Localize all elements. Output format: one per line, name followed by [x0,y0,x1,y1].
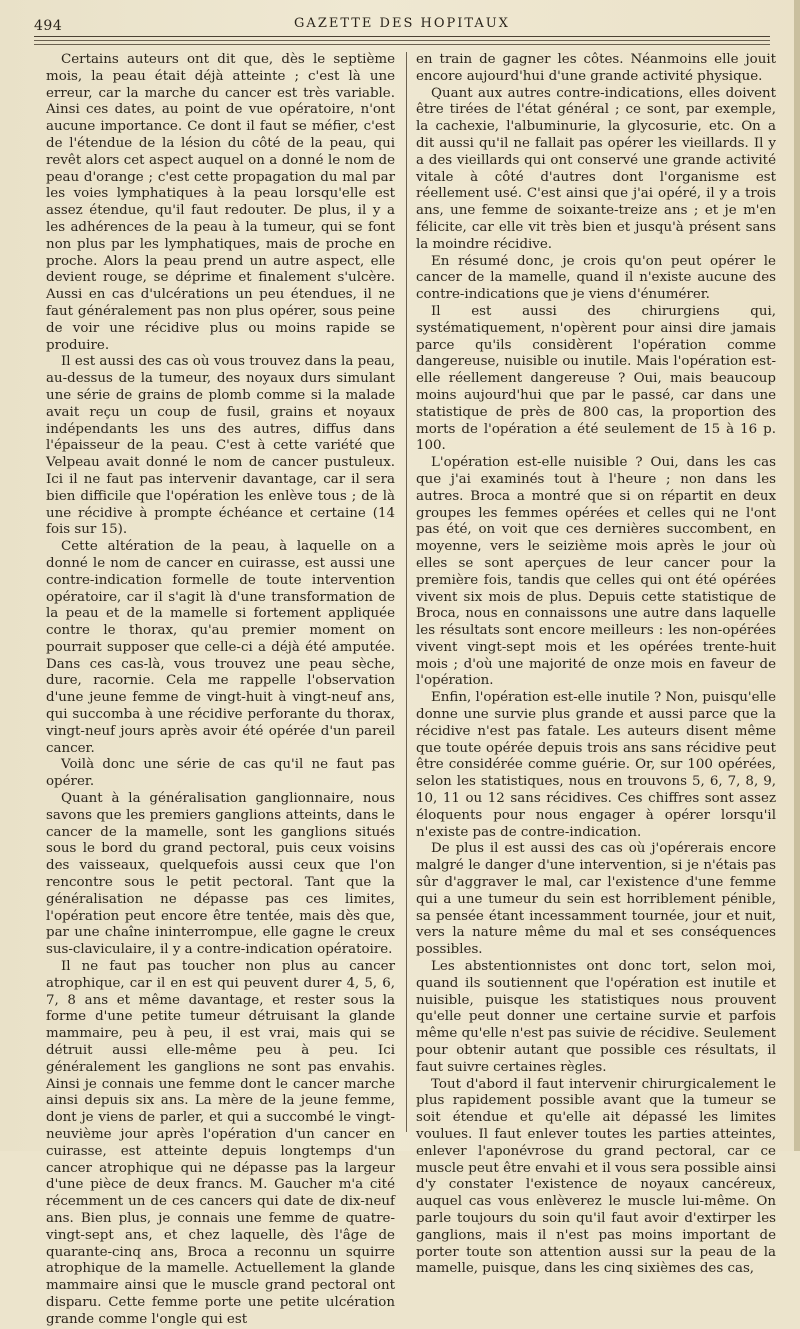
paragraph: Quant aux autres contre-indications, elles doivent être tirées de l'état général ; ce sont, par exemple, la cachexie, l'albuminurie, la glycosurie, etc. On a dit aussi qu'il ne fallait pas opérer les vieillards. Il y a des vieillards qui ont conservé une grande activité vitale à côté d'autres dont l'organisme est réellement usé. C'est ainsi que j'ai opéré, il y a trois ans, une femme de soixante-treize ans ; et je m'en félicite, car elle vit très bien et jusqu'à présent sans la moindre récidive. [416,85,776,252]
paragraph: De plus il est aussi des cas où j'opérerais encore malgré le danger d'une intervention, si je n'étais pas sûr d'aggraver le mal, car l'existence d'une femme qui a une tumeur du sein est horriblement pénible, sa pensée étant incessamment tournée, jour et nuit, vers la nature même du mal et ses conséquences possibles. [416,841,776,958]
column-divider [406,52,407,1132]
paragraph: L'opération est-elle nuisible ? Oui, dans les cas que j'ai examinés tout à l'heure ; non dans les autres. Broca a montré que si on répartit en deux groupes les femmes opérées et celles qui ne l'ont pas été, on voit que ces dernières succombent, en moyenne, vers le seizième mois après le jour où elles se sont aperçues de leur cancer pour la première fois, tandis que celles qui ont été opérées vivent six mois de plus. Depuis cette statistique de Broca, nous en connaissons une autre dans laquelle les résultats sont encore meilleurs : les non-opérées vivent vingt-sept mois et les opérées trente-huit mois ; d'où une majorité de onze mois en faveur de l'opération. [416,455,776,689]
paragraph: Les abstentionnistes ont donc tort, selon moi, quand ils soutiennent que l'opération est inutile et nuisible, puisque les statistiques nous prouvent qu'elle peut donner une certaine survie et parfois même qu'elle n'est pas suivie de récidive. Seulement pour obtenir autant que possible ces résultats, il faut suivre certaines règles. [416,959,776,1075]
paragraph: Enfin, l'opération est-elle inutile ? Non, puisqu'elle donne une survie plus grande et aussi parce que la récidive n'est pas fatale. Les auteurs disent même que toute opérée depuis trois ans sans récidive peut être considérée comme guérie. Or, sur 100 opérées, selon les statistiques, nous en trouvons 5, 6, 7, 8, 9, 10, 11 ou 12 sans récidives. Ces chiffres sont assez éloquents pour nous engager à opérer lorsqu'il n'existe pas de contre-indication. [416,690,777,840]
paragraph: Il ne faut pas toucher non plus au cancer atrophique, car il en est qui peuvent durer 4, 5, 6, 7, 8 ans et même davantage, et rester sous la forme d'une petite tumeur détruisant la glande mammaire, peu à peu, il est vrai, mais qui se détruit aussi elle-même peu à peu. Ici généralement les ganglions ne sont pas envahis. Ainsi je connais une femme dont le cancer marche ainsi depuis six ans. La mère de la jeune femme, dont je viens de parler, et qui a succombé le vingt-neuvième jour après l'opération d'un cancer en cuirasse, est atteinte depuis longtemps d'un cancer atrophique qui ne dépasse pas la largeur d'une pièce de deux francs. M. Gaucher m'a cité récemment un de ces cancers qui date de dix-neuf ans. Bien plus, je connais une femme de quatre-vingt-sept ans, et chez laquelle, dès l'âge de quarante-cinq ans, Broca a reconnu un squirre atrophique de la mamelle. Actuellement la glande mammaire ainsi que le muscle grand pectoral ont disparu. Cette femme porte une petite ulcération grande comme l'ongle qui est [46,959,395,1327]
paragraph: Quant à la généralisation ganglionnaire, nous savons que les premiers ganglions atteints, dans le cancer de la mamelle, sont les ganglions situés sous le bord du grand pectoral, puis ceux voisins des vaisseaux, quelquefois aussi ceux que l'on rencontre sous le petit pectoral. Tant que la généralisation ne dépasse pas ces limites, l'opération peut encore être tentée, mais dès que, par une chaîne ininterrompue, elle gagne le creux sus-claviculaire, il y a contre-indication opératoire. [46,791,395,958]
paragraph: en train de gagner les côtes. Néanmoins elle jouit encore aujourd'hui d'une grande activité physique. [416,52,776,84]
journal-title: GAZETTE DES HOPITAUX [294,16,510,31]
page-header [34,14,770,37]
page-edge [794,0,800,1151]
paragraph: En résumé donc, je crois qu'on peut opérer le cancer de la mamelle, quand il n'existe aucune des contre-indications que je viens d'énumérer. [416,253,776,303]
page-number: 494 [34,18,63,34]
paragraph: Il est aussi des cas où vous trouvez dans la peau, au-dessus de la tumeur, des noyaux durs simulant une série de grains de plomb comme si la malade avait reçu un coup de fusil, grains et noyaux indépendants les uns des autres, diffus dans l'épaisseur de la peau. C'est à cette variété que Velpeau avait donné le nom de cancer pustuleux. Ici il ne faut pas intervenir davantage, car il sera bien difficile que l'opération les enlève tous ; de là une récidive à prompte échéance et certaine (14 fois sur 15). [46,354,395,538]
paragraph: Cette altération de la peau, à laquelle on a donné le nom de cancer en cuirasse, est aussi une contre-indication formelle de toute intervention opératoire, car il s'agit là d'une transformation de la peau et de la mamelle si fortement appliquée contre le thorax, qu'au premier moment on pourrait supposer que celle-ci a déjà été amputée. Dans ces cas-là, vous trouvez une peau sèche, dure, racornie. Cela me rappelle l'observation d'une jeune femme de vingt-huit à vingt-neuf ans, qui succomba à une récidive perforante du thorax, vingt-neuf jours après avoir été opérée d'un pareil cancer. [46,539,395,756]
paragraph: Certains auteurs ont dit que, dès le septième mois, la peau était déjà atteinte ; c'est là une erreur, car la marche du cancer est très variable. Ainsi ces dates, au point de vue opératoire, n'ont aucune importance. Ce dont il faut se méfier, c'est de l'étendue de la lésion du côté de la peau, qui revêt alors cet aspect auquel on a donné le nom de peau d'orange ; c'est cette propagation du mal par les voies lymphatiques à la peau lorsqu'elle est assez étendue, qu'il faut redouter. De plus, il y a les adhérences de la peau à la tumeur, qui se font non plus par les lymphatiques, mais de proche en proche. Alors la peau prend un autre aspect, elle devient rouge, se déprime et finalement s'ulcère. Aussi en cas d'ulcérations un peu étendues, il ne faut généralement pas non plus opérer, sous peine de voir une récidive plus ou moins rapide se produire. [46,52,395,353]
left-column [46,52,395,1327]
paragraph: Voilà donc une série de cas qu'il ne faut pas opérer. [46,757,395,790]
paragraph: Il est aussi des chirurgiens qui, systématiquement, n'opèrent pour ainsi dire jamais parce qu'ils considèrent l'opération comme dangereuse, nuisible ou inutile. Mais l'opération est-elle réellement dangereuse ? Oui, mais beaucoup moins aujourd'hui que par le passé, car dans une statistique de près de 800 cas, la proportion des morts de l'opération a été seulement de 15 à 16 p. 100. [416,303,776,454]
right-column [416,52,777,1277]
header-rule [34,40,770,45]
paragraph: Tout d'abord il faut intervenir chirurgicalement le plus rapidement possible avant que la tumeur se soit étendue et qu'elle ait dépassé les limites voulues. Il faut enlever toutes les parties atteintes, enlever l'aponévrose du grand pectoral, car ce muscle peut être envahi et il vous sera possible ainsi d'y constater l'existence de noyaux cancéreux, auquel cas vous enlèverez le muscle lui-même. On parle toujours du soin qu'il faut avoir d'extirper les ganglions, mais il n'est pas moins important de porter toute son attention aussi sur la peau de la mamelle, puisque, dans les cinq sixièmes des cas, [416,1076,776,1277]
